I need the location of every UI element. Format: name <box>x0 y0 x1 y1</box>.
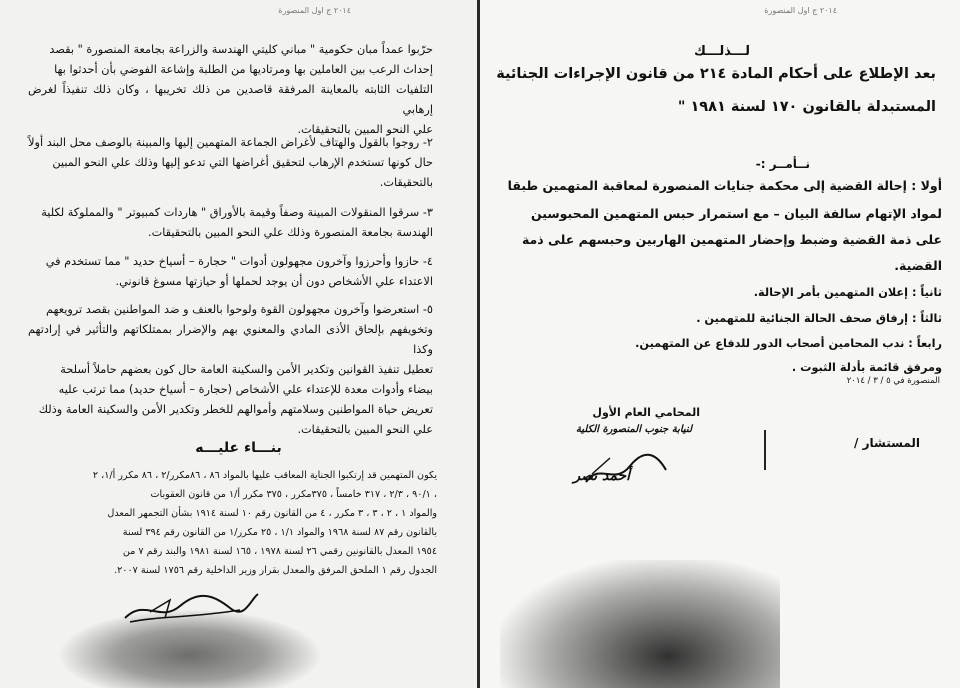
text-line: تعريض حياة المواطنين وسلامتهم وأموالهم للخطر وتكدير الأمن والسكينة العامة وذلك <box>38 403 433 416</box>
text-line: التلفيات الثابته بالمعاينة المرفقة قاصدين من ذلك تخريبها ، وكان ذلك تنفيذاً لغرض إرهابي <box>28 83 433 116</box>
intro-paragraph <box>28 40 433 140</box>
text-line: ١٩٥٤ المعدل بالقانونين رقمي ٢٦ لسنة ١٩٧٨ ، ١٦٥ لسنة ١٩٨١ والبند رقم ٧ من <box>122 546 437 557</box>
order-line: أولا : إحالة القضية إلى محكمة جنايات المنصورة لمعاقبة المتهمين طبقا <box>507 178 942 193</box>
section-heading: بنـــاء عليـــه <box>195 440 282 456</box>
text-line: حال كونها تستخدم الإرهاب لتحقيق أغراضها التي تدعو إليها وذلك علي النحو المبين <box>52 156 433 169</box>
text-line: ٥- استعرضوا وآخرون مجهولون القوة ولوحوا بالعنف و ضد المواطنين بقصد ترويعهم <box>46 303 433 316</box>
text-line: ٢- روجوا بالقول والهتاف لأغراض الجماعة المتهمين إليها والمبينة بالوصف محل البند أولاً <box>28 136 433 149</box>
text-line: إحداث الرعب بين العاملين بها ومرتاديها من الطلبة وإشاعة الفوضي بأن أحدثوا بها <box>54 63 433 76</box>
text-line: الهندسة بجامعة المنصورة وذلك علي النحو المبين بالتحقيقات. <box>148 226 433 239</box>
charge-item-3 <box>28 203 433 243</box>
text-line: والمواد ١ ، ٢ ، ٣ ، ٣ مكرر ، ٤ من القانون رقم ١٠ لسنة ١٩١٤ بشأن التجمهر المعدل <box>107 508 437 519</box>
text-line: علي النحو المبين بالتحقيقات. <box>297 423 433 436</box>
order-line: القضية. <box>894 258 942 273</box>
order-sub-item: رابعاً : ندب المحامين أصحاب الدور للدفاع عن المتهمين. <box>635 337 942 350</box>
text-line: بالتحقيقات. <box>379 176 433 189</box>
page-header-code: ٢٠١٤ ج اول المنصورة <box>764 6 837 15</box>
text-line: بالقانون رقم ٨٧ لسنة ١٩٦٨ والمواد ١/١ ، ٢٥ مكرر/١ من القانون رقم ٣٩٤ لسنة <box>122 527 437 538</box>
law-articles-paragraph <box>19 466 437 580</box>
order-line: على ذمة القضية وضبط وإحضار المتهمين الهاربين وحبسهم على ذمة <box>521 232 942 247</box>
date-line: المنصورة في ٥ / ٣ / ٢٠١٤ <box>846 376 940 386</box>
charge-item-4 <box>28 252 433 292</box>
document-page-right <box>480 0 960 688</box>
signature-stroke <box>764 430 766 470</box>
counselor-label: المستشار / <box>854 436 920 450</box>
signature-title: المحامي العام الأول <box>592 406 700 419</box>
order-heading: نــأمــر :- <box>755 157 810 171</box>
decree-line: المستبدلة بالقانون ١٧٠ لسنة ١٩٨١ " <box>677 99 936 115</box>
text-line: علي النحو المبين بالتحقيقات. <box>297 123 433 136</box>
text-line: ، ٩٠/١ ، ٢/٣ ، ٣١٧ خامساً ، ٣٧٥مكرر ، ٣٧٥ مكرر أ/١ من قانون العقوبات <box>150 489 437 500</box>
text-line: يكون المتهمين قد إرتكبوا الجناية المعاقب عليها بالمواد ٨٦ ، ٨٦مكرر/٢ ، ٨٦ مكرر أ/١، ٢ <box>92 470 437 481</box>
section-heading: لـــذلـــك <box>693 44 750 59</box>
order-sub-item: ثالثاً : إرفاق صحف الحالة الجنائية للمتهمين . <box>696 312 942 325</box>
decree-line: بعد الإطلاع على أحكام المادة ٢١٤ من قانون الإجراءات الجنائية <box>496 66 936 82</box>
order-sub-item: ثانياً : إعلان المتهمين بأمر الإحالة. <box>753 286 942 299</box>
scan-shadow <box>500 560 780 688</box>
order-sub-item: ومرفق قائمة بأدلة الثبوت . <box>791 361 942 374</box>
text-line: تعطيل تنفيذ القوانين وتكدير الأمن والسكينة العامة حال كون بعضهم حاملاً أسلحة <box>60 363 433 376</box>
document-page-left <box>0 0 477 688</box>
text-line: حرّبوا عمداً مبان حكومية " مباني كليتي الهندسة والزراعة بجامعة المنصورة " بقصد <box>49 43 433 56</box>
signature-name: أحمد نصر <box>573 468 630 484</box>
signature-title: لنيابة جنوب المنصورة الكلية <box>575 424 692 435</box>
text-line: الاعتداء علي الأشخاص دون أن يوجد لحملها أو حيازتها مسوغ قانوني. <box>115 275 433 288</box>
charge-item-2 <box>28 133 433 193</box>
text-line: ٤- حازوا وأحرزوا وآخرون مجهولون أدوات " حجارة – أسياخ حديد " مما تستخدم في <box>45 255 433 268</box>
page-header-code: ٢٠١٤ ج اول المنصورة <box>278 6 351 15</box>
text-line: وتخويفهم بإلحاق الأذى المادي والمعنوي بهم والإضرار بممتلكاتهم والتأثير في إرادتهم وكذا <box>28 323 433 356</box>
order-line: لمواد الإتهام سالفة البيان – مع استمرار حبس المتهمين المحبوسين <box>531 206 942 221</box>
text-line: ٣- سرقوا المنقولات المبينة وصفاً وقيمة بالأوراق " هاردات كمبيوتر " والمملوكة لكلية <box>41 206 433 219</box>
scan-shadow <box>60 610 320 688</box>
handwritten-signature <box>580 450 670 490</box>
charge-item-5 <box>28 300 433 440</box>
text-line: بيضاء وأدوات معدة للإعتداء علي الأشخاص (حجارة – أسياخ حديد) مما ترتب عليه <box>58 383 433 396</box>
text-line: الجدول رقم ١ الملحق المرفق والمعدل بقرار وزير الداخلية رقم ١٧٥٦ لسنة ٢٠٠٧. <box>114 565 437 576</box>
